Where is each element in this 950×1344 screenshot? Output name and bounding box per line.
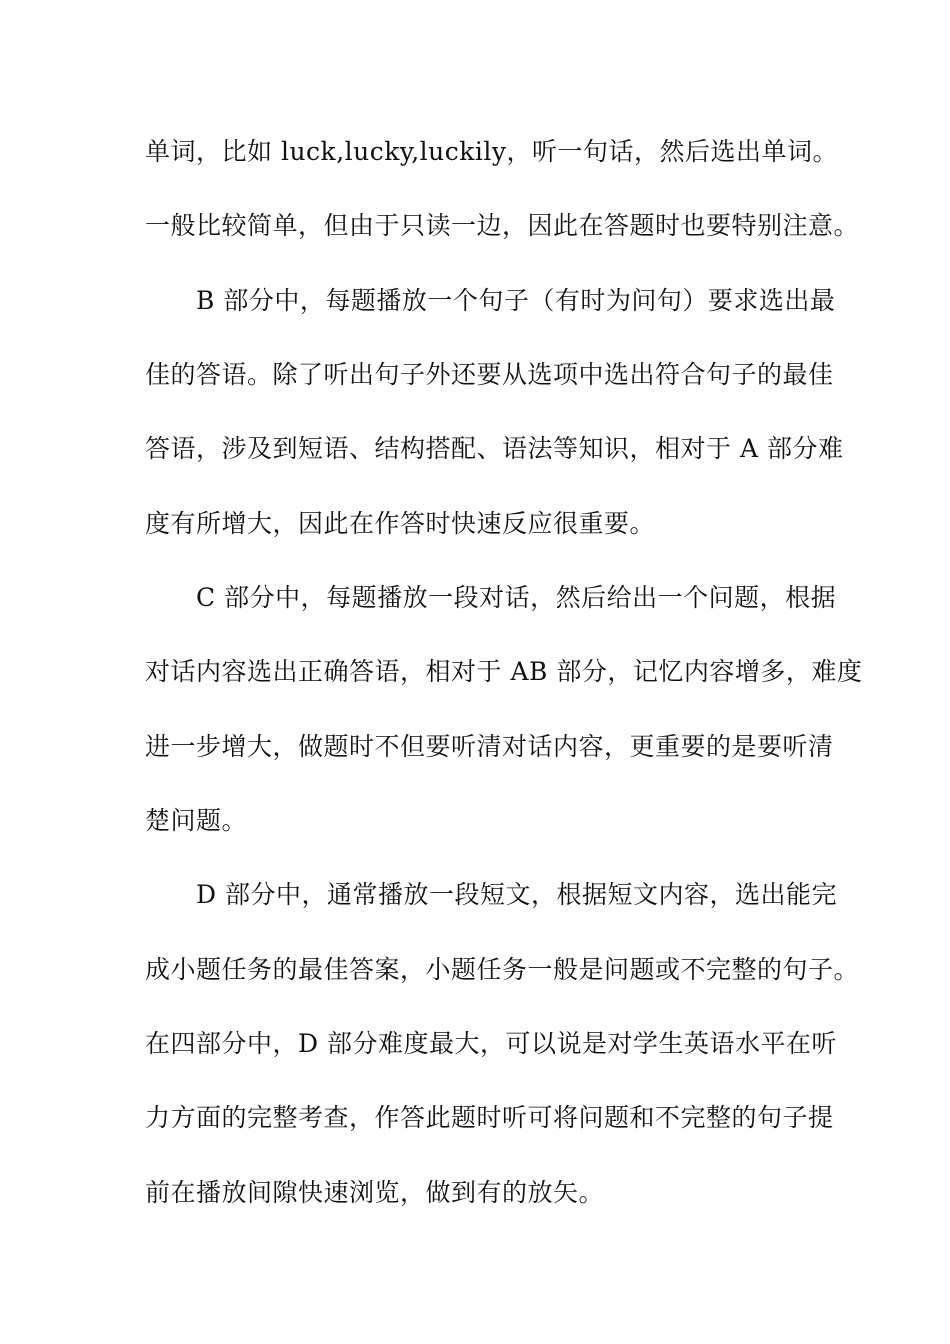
text-line: 力方面的完整考查，作答此题时听可将问题和不完整的句子提 (145, 1103, 834, 1132)
text-line: 成小题任务的最佳答案，小题任务一般是问题或不完整的句子。 (145, 955, 860, 984)
text-line: D 部分中，通常播放一段短文，根据短文内容，选出能完 (145, 880, 837, 909)
text-line: C 部分中，每题播放一段对话，然后给出一个问题，根据 (145, 583, 837, 612)
text-line: 在四部分中，D 部分难度最大，可以说是对学生英语水平在听 (145, 1029, 837, 1058)
text-line: 进一步增大，做题时不但要听清对话内容，更重要的是要听清 (145, 732, 834, 761)
text-line: 单词，比如 luck,lucky,luckily，听一句话，然后选出单词。 (145, 137, 839, 166)
text-line: 前在播放间隙快速浏览，做到有的放矢。 (145, 1178, 605, 1207)
text-line: 佳的答语。除了听出句子外还要从选项中选出符合句子的最佳 (145, 360, 834, 389)
text-line: 答语，涉及到短语、结构搭配、语法等知识，相对于 A 部分难 (145, 434, 844, 463)
text-line: 楚问题。 (145, 806, 248, 835)
text-line: B 部分中，每题播放一个句子（有时为问句）要求选出最 (145, 286, 836, 315)
text-line: 度有所增大，因此在作答时快速反应很重要。 (145, 509, 656, 538)
text-line: 一般比较简单，但由于只读一边，因此在答题时也要特别注意。 (145, 211, 860, 240)
text-line: 对话内容选出正确答语，相对于 AB 部分，记忆内容增多，难度 (145, 657, 863, 686)
